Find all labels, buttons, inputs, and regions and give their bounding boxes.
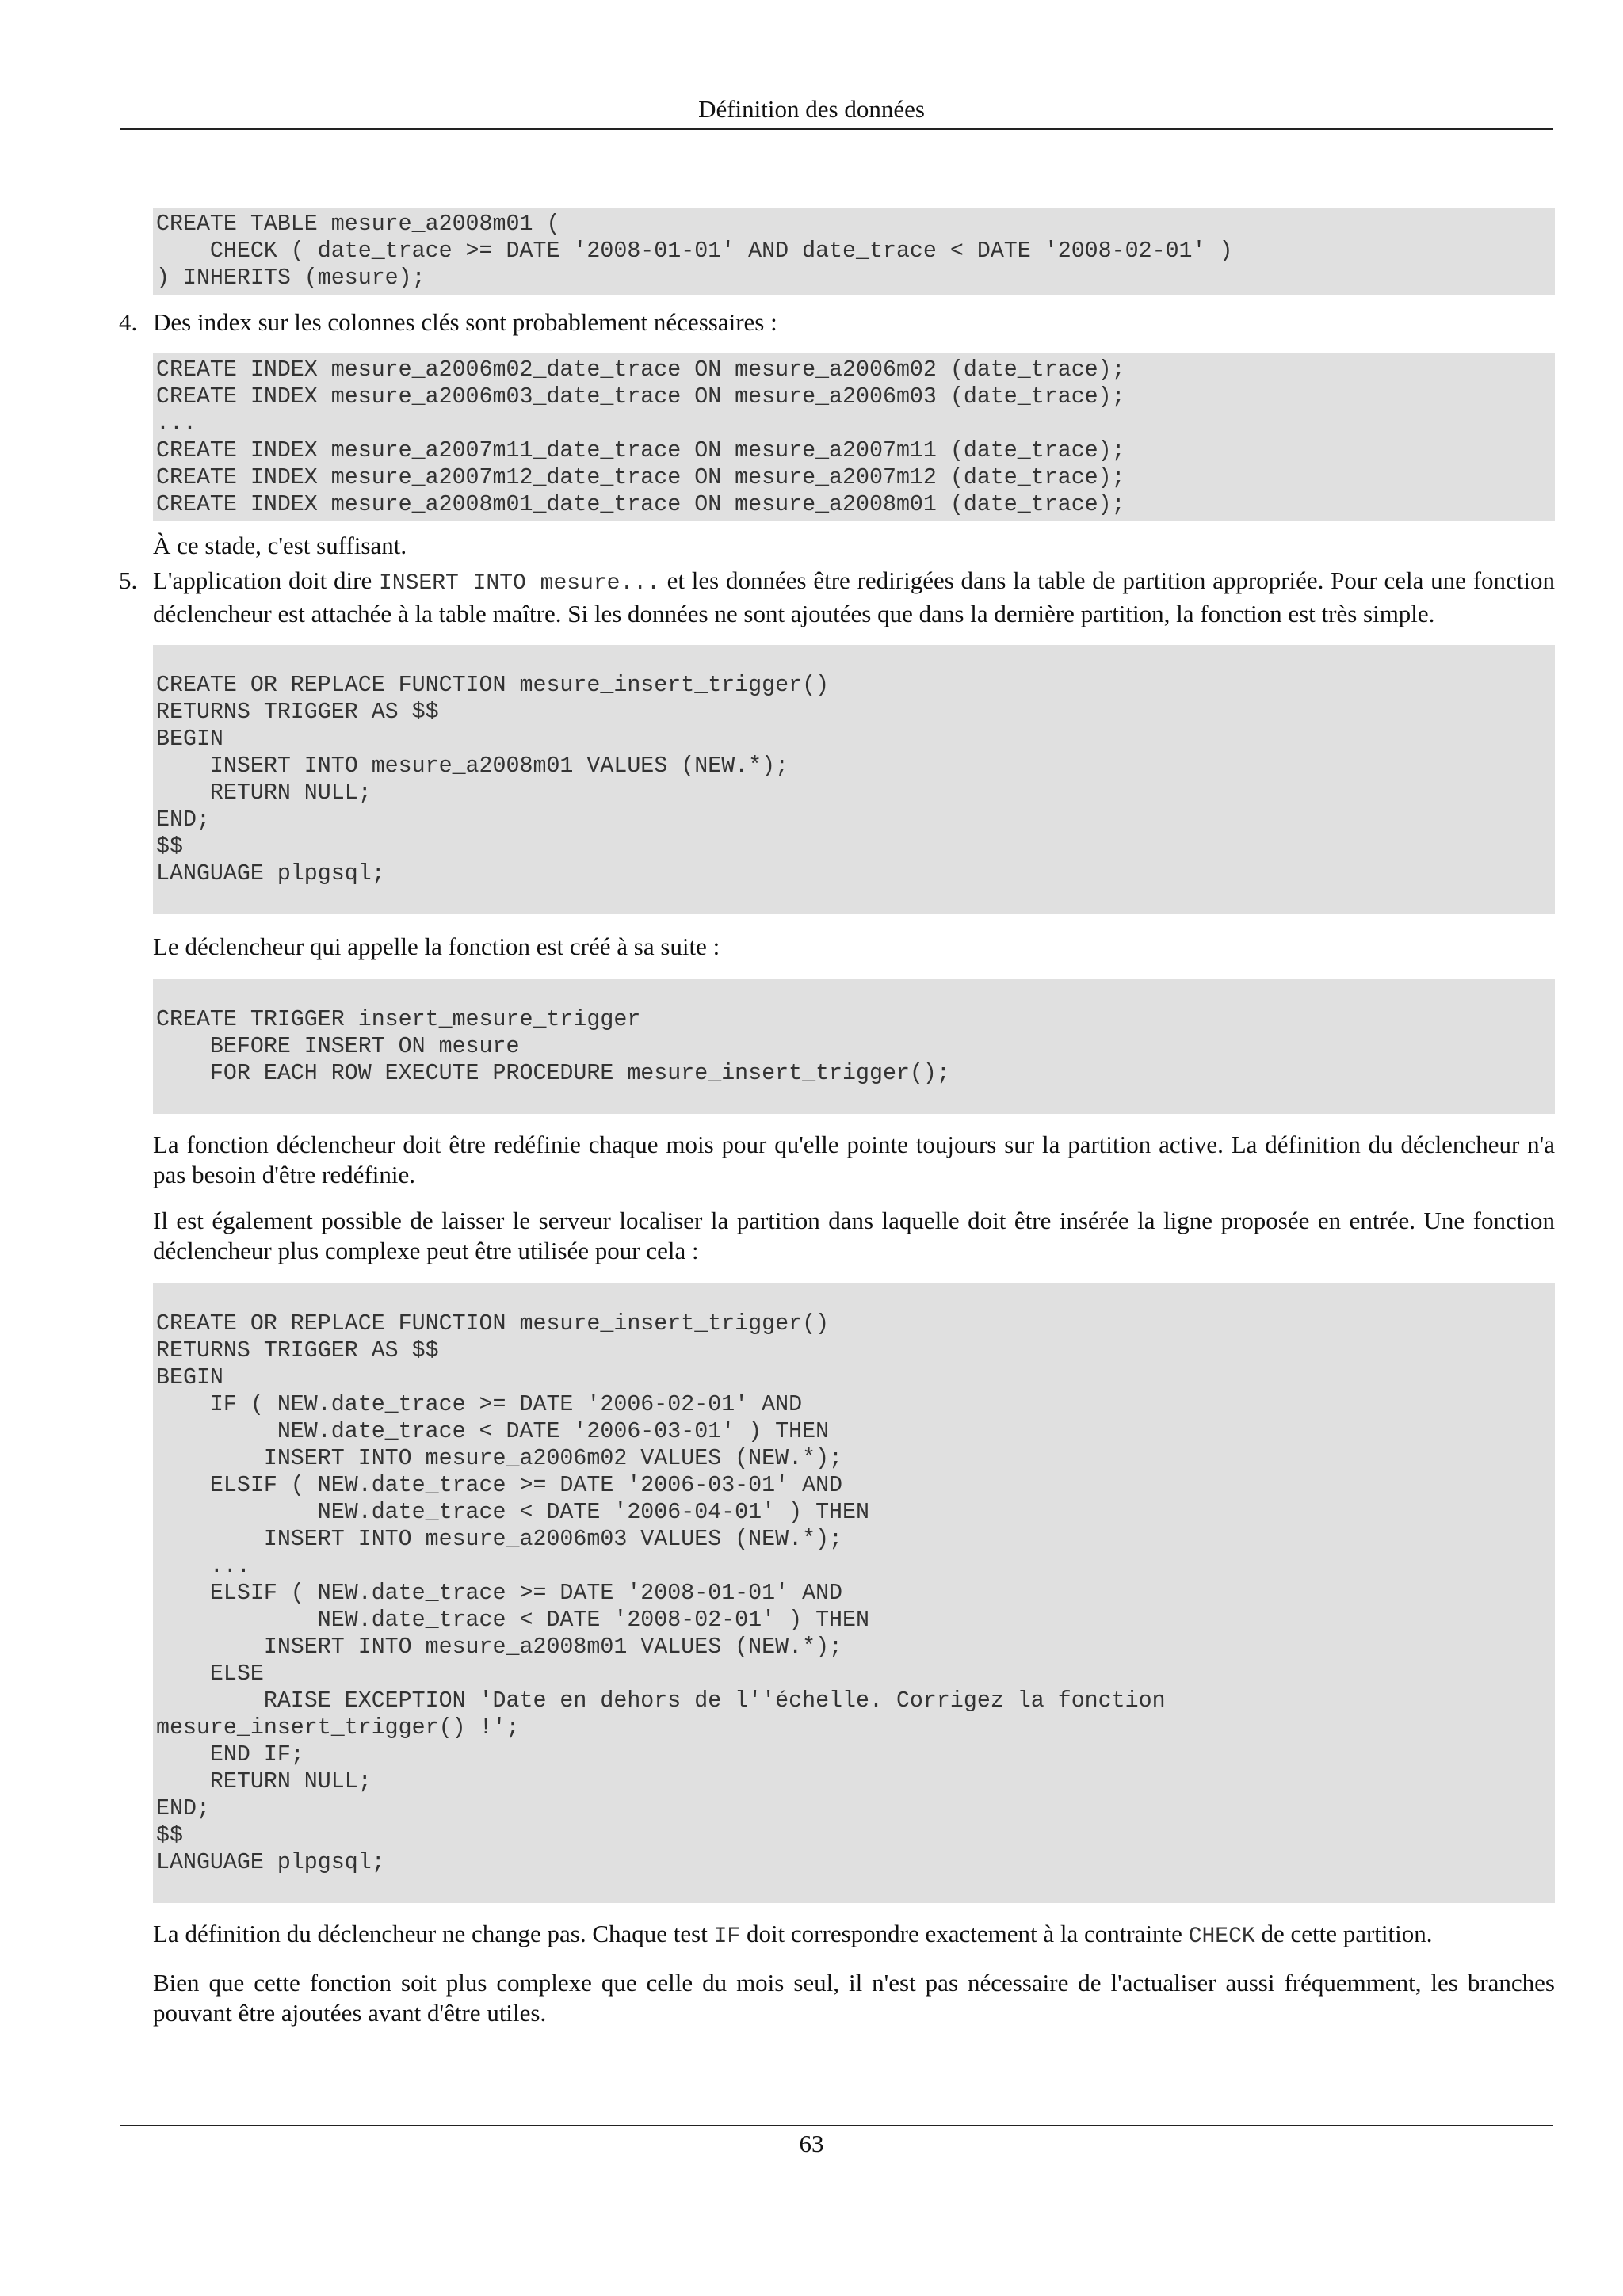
paragraph-sufficient: À ce stade, c'est suffisant. [153,532,407,559]
code-block-simple-function: CREATE OR REPLACE FUNCTION mesure_insert_trigger() RETURNS TRIGGER AS $$ BEGIN INSERT INTO mesure_a2008m01 VALUES (NEW.*); RETURN NULL; END; $$ LANGUAGE plpgsql; [153,645,1555,914]
list-item-number: 5. [119,566,138,594]
header-divider [120,128,1553,130]
inline-code-if: IF [713,1924,741,1949]
list-item-text: Des index sur les colonnes clés sont probablement nécessaires : [153,308,777,336]
paragraph-complex-intro: Il est également possible de laisser le serveur localiser la partition dans laquelle doit être insérée la ligne proposée en entrée. Une fonction déclencheur plus complexe peut être utilisée pour cela : [153,1207,1555,1264]
list-item-3-continuation [119,208,1555,295]
list-item-5 [119,566,1555,2028]
page-content [119,208,1555,2044]
text-segment: de cette partition. [1254,1920,1433,1947]
footer-divider [120,2125,1553,2126]
running-header-title: Définition des données [698,95,925,123]
paragraph-trigger-unchanged [153,1919,1555,1952]
text-segment: doit correspondre exactement à la contrainte [740,1920,1189,1947]
text-segment: La définition du déclencheur ne change pas. Chaque test [153,1920,714,1947]
list-item-number: 4. [119,308,138,336]
code-block-create-indexes: CREATE INDEX mesure_a2006m02_date_trace ON mesure_a2006m02 (date_trace); CREATE INDEX mesure_a2006m03_date_trace ON mesure_a2006m03 (date_trace); ... CREATE INDEX mesure_a2007m11_date_trace ON mesure_a2007m11 (date_trace); CREATE INDEX mesure_a2007m12_date_trace ON mesure_a2007m12 (date_trace); CREATE INDEX mesure_a2008m01_date_trace ON mesure_a2008m01 (date_trace); [153,353,1555,521]
code-block-complex-function: CREATE OR REPLACE FUNCTION mesure_insert_trigger() RETURNS TRIGGER AS $$ BEGIN IF ( NEW.date_trace >= DATE '2006-02-01' AND NEW.date_trace < DATE '2006-03-01' ) THEN INSERT INTO mesure_a2006m02 VALUES (NEW.*); ELSIF ( NEW.date_trace >= DATE '2006-03-01' AND NEW.date_trace < DATE '2006-04-01' ) THEN INSERT INTO mesure_a2006m03 VALUES (NEW.*); ... ELSIF ( NEW.date_trace >= DATE '2008-01-01' AND NEW.date_trace < DATE '2008-02-01' ) THEN INSERT INTO mesure_a2008m01 VALUES (NEW.*); ELSE RAISE EXCEPTION 'Date en dehors de l''échelle. Corrigez la fonction mesure_insert_trigger() !'; END IF; RETURN NULL; END; $$ LANGUAGE plpgsql; [153,1283,1555,1903]
text-segment: et les données être redirigées dans la table de partition appropriée. Pour cela une fonction déclencheur est attachée à la table maître. Si les données ne sont ajoutées que dans la dernière partition, la fonction est très simple. [153,566,1556,627]
paragraph-trigger-intro: Le déclencheur qui appelle la fonction est créé à sa suite : [153,933,720,960]
inline-code-insert-into: INSERT INTO mesure... [378,571,660,596]
page-number: 63 [799,2130,824,2157]
inline-code-check: CHECK [1188,1924,1255,1949]
text-segment: L'application doit dire [153,566,379,594]
paragraph-complexity-note: Bien que cette fonction soit plus complexe que celle du mois seul, il n'est pas nécessaire de l'actualiser aussi fréquemment, les branches pouvant être ajoutées avant d'être utiles. [153,1969,1555,2027]
code-block-create-table: CREATE TABLE mesure_a2008m01 ( CHECK ( date_trace >= DATE '2008-01-01' AND date_trace < DATE '2008-02-01' ) ) INHERITS (mesure); [153,208,1555,295]
paragraph-redefine-note: La fonction déclencheur doit être redéfinie chaque mois pour qu'elle pointe toujours sur la partition active. La définition du déclencheur n'a pas besoin d'être redéfinie. [153,1131,1555,1188]
code-block-create-trigger: CREATE TRIGGER insert_mesure_trigger BEFORE INSERT ON mesure FOR EACH ROW EXECUTE PROCEDURE mesure_insert_trigger(); [153,979,1555,1114]
paragraph-application-insert [153,566,1555,629]
list-item-4 [119,307,1555,561]
